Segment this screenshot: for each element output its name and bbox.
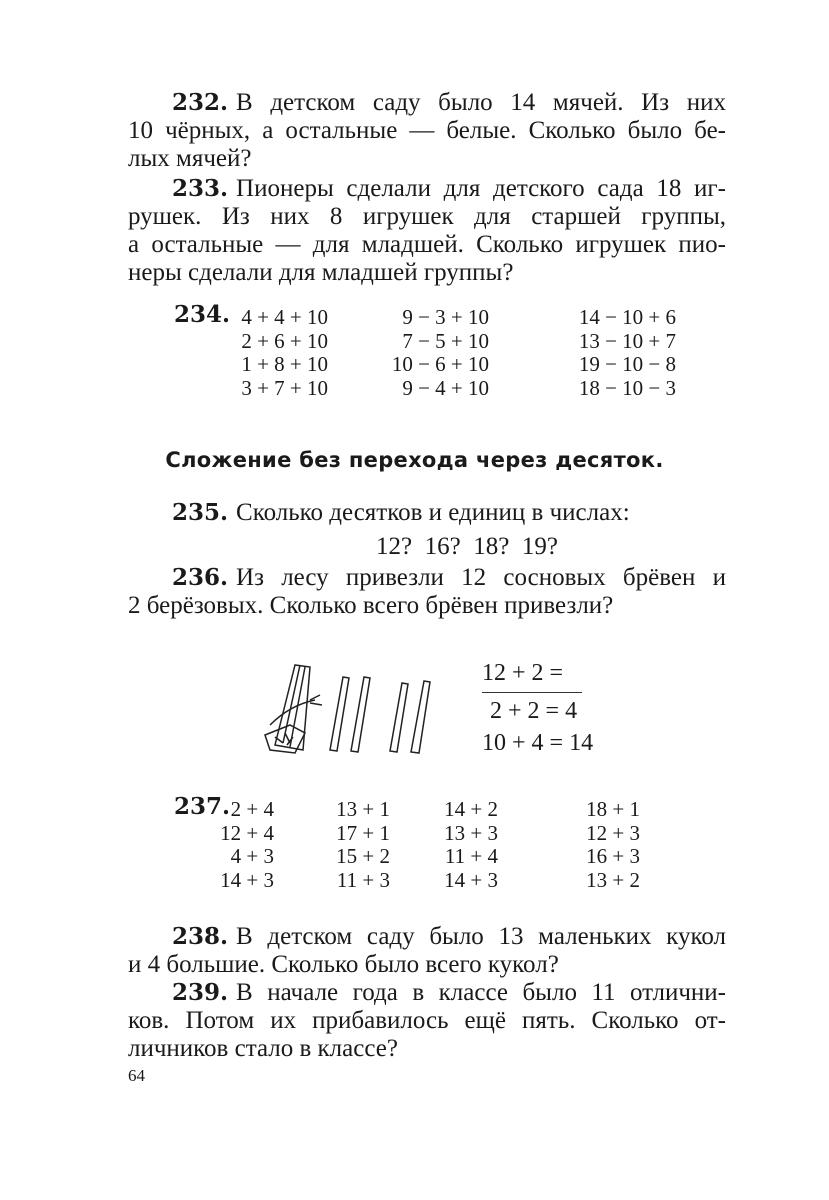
problem-text: лых мячей?: [128, 145, 252, 172]
section-heading: Сложение без перехода через десяток.: [165, 448, 664, 472]
expression: 9 − 3 + 10: [402, 305, 489, 329]
expression: 13 − 10 + 7: [578, 328, 676, 353]
log-bundle-icon: [265, 665, 322, 753]
problem-236: [128, 564, 726, 620]
expression: 10 − 6 + 10: [391, 352, 489, 376]
problem-235: [128, 499, 726, 527]
problem-number: 235.: [172, 499, 229, 526]
problem-text: В начале года в классе было 11 отлични-: [236, 979, 726, 1006]
expression: 16 + 3: [586, 844, 640, 868]
divider: [482, 692, 582, 693]
expression: 3 + 7 + 10: [241, 375, 328, 400]
problem-number: 233.: [172, 175, 229, 202]
single-log-icon: [351, 677, 370, 752]
expression: 1 + 8 + 10: [241, 352, 328, 376]
problem-number: 239.: [172, 979, 229, 1006]
problem-text: Из лесу привезли 12 сосновых брёвен и: [236, 564, 726, 591]
expression: 19 − 10 − 8: [578, 352, 676, 376]
problem-number: 237.: [174, 793, 231, 820]
problem-number: 236.: [172, 564, 229, 591]
expression: 9 − 4 + 10: [402, 375, 489, 400]
expression: 13 + 1: [336, 797, 390, 821]
expression: 14 − 10 + 6: [578, 305, 676, 329]
problem-number: 238.: [172, 923, 229, 950]
expression: 11 + 4: [444, 844, 498, 868]
expression: 13 + 2: [586, 867, 640, 892]
problem-number: 232.: [172, 89, 229, 116]
problem-text: 10 чёрных, а остальные — белые. Сколько было бе-: [128, 117, 726, 144]
expression: 13 + 3: [444, 820, 498, 845]
expression: 18 − 10 − 3: [578, 375, 676, 400]
problem-text: личников стало в классе?: [128, 1035, 398, 1062]
expression: 2 + 4: [230, 797, 274, 821]
single-log-icon: [411, 681, 430, 753]
figure-equation-3: 10 + 4 = 14: [482, 730, 594, 756]
problem-text: а остальные — для младшей. Сколько игрушек пио-: [128, 231, 726, 258]
expression: 14 + 3: [220, 867, 274, 892]
logs-illustration: [255, 655, 445, 765]
expression: 2 + 6 + 10: [241, 328, 328, 353]
problem-text: и 4 большие. Сколько было всего кукол?: [128, 951, 559, 978]
expression: 7 − 5 + 10: [402, 328, 489, 353]
problem-232: [128, 89, 726, 173]
expression: 14 + 3: [444, 867, 498, 892]
expression: 14 + 2: [444, 797, 498, 821]
figure-equation-2: 2 + 2 = 4: [490, 698, 578, 724]
problem-238: [128, 923, 726, 979]
problem-239: [128, 979, 726, 1063]
single-log-icon: [390, 683, 408, 752]
expression: 4 + 3: [230, 844, 274, 868]
problem-text: неры сделали для младшей группы?: [128, 259, 514, 286]
problem-233: [128, 175, 726, 287]
problem-text: В детском саду было 14 мячей. Из них: [236, 89, 726, 116]
problem-text: В детском саду было 13 маленьких кукол: [236, 923, 726, 950]
expression: 11 + 3: [336, 867, 390, 892]
expression: 4 + 4 + 10: [241, 305, 328, 329]
problem-text: Сколько десятков и единиц в числах:: [236, 499, 630, 526]
problem-235-numbers: 12? 16? 18? 19?: [376, 533, 558, 560]
single-log-icon: [330, 677, 349, 751]
expression: 12 + 4: [220, 820, 274, 845]
expression: 18 + 1: [586, 797, 640, 821]
problem-text: Пионеры сделали для детского сада 18 иг-: [236, 175, 726, 202]
expression: 15 + 2: [336, 844, 390, 868]
problem-number: 234.: [174, 301, 231, 328]
page-number: 64: [128, 1066, 145, 1085]
expression: 17 + 1: [336, 820, 390, 845]
figure-equation-1: 12 + 2 =: [482, 660, 564, 686]
expression: 12 + 3: [586, 820, 640, 845]
problem-text: 2 берёзовых. Сколько всего брёвен привезли?: [128, 592, 614, 619]
problem-text: ков. Потом их прибавилось ещё пять. Сколько от-: [128, 1007, 726, 1034]
problem-text: рушек. Из них 8 игрушек для старшей группы,: [128, 203, 726, 230]
